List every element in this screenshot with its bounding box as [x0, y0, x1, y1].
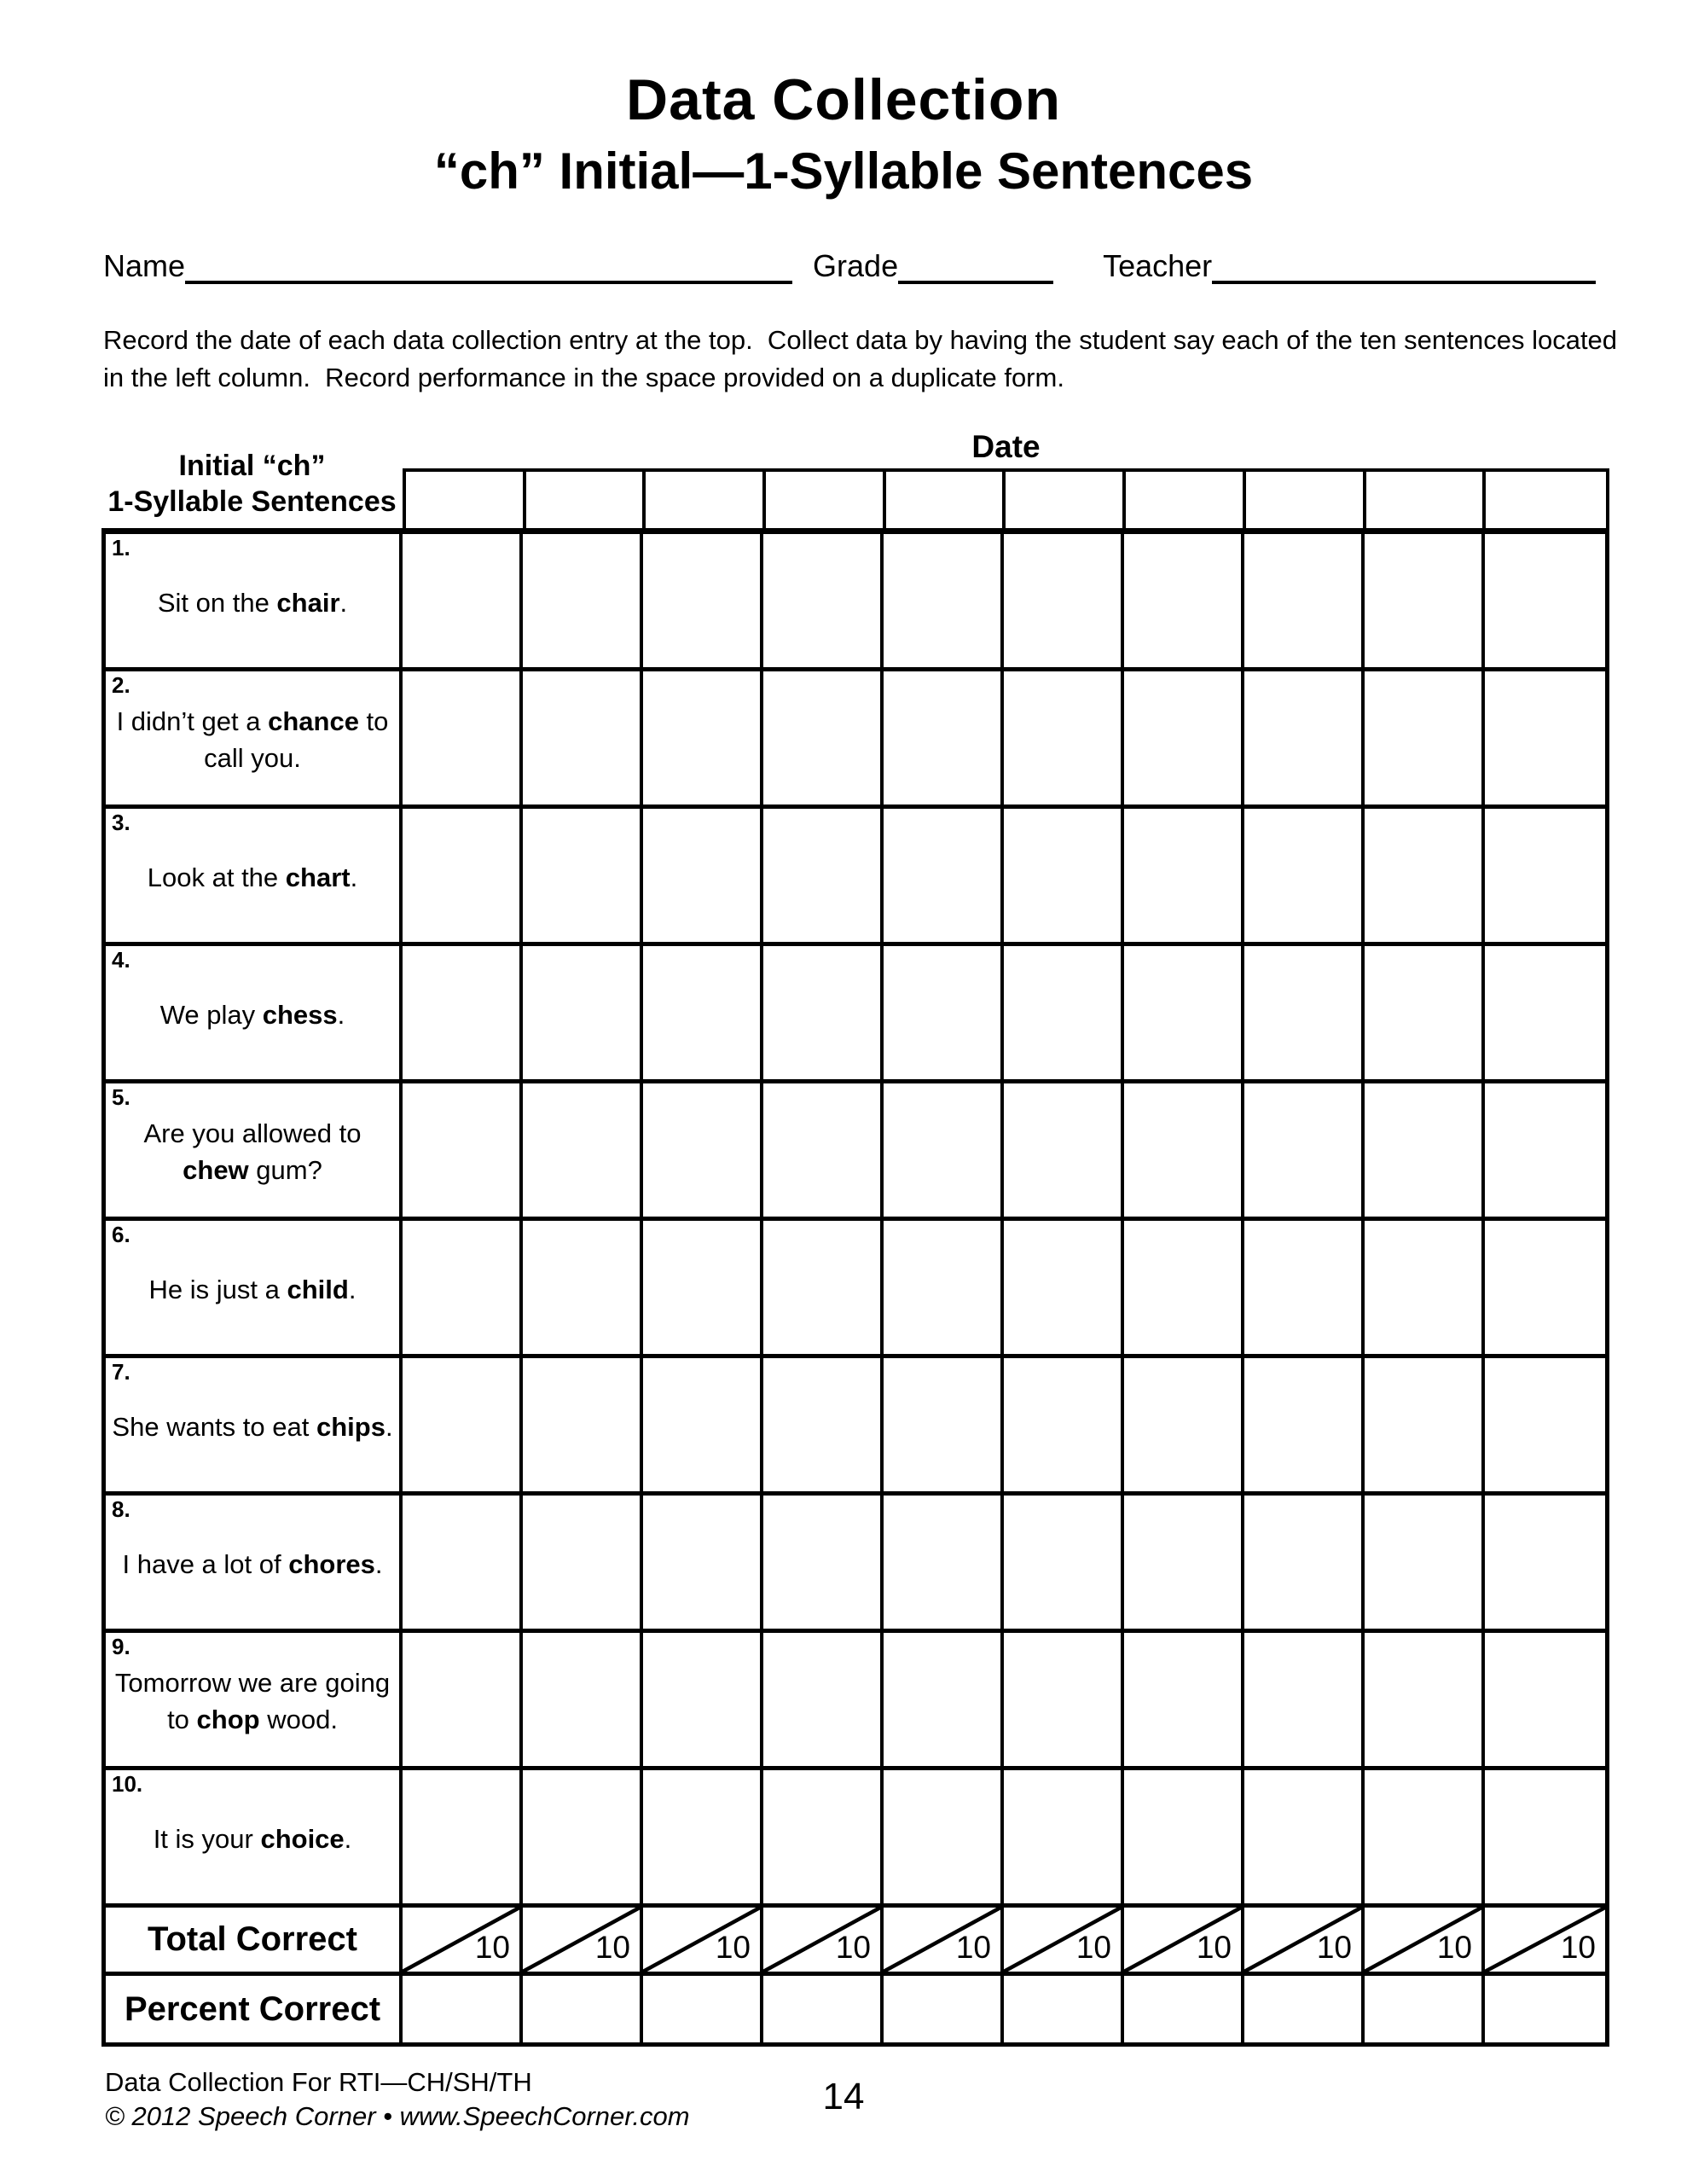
sentence-cell	[106, 1358, 403, 1496]
table-body	[101, 528, 1609, 2047]
response-cell[interactable]	[1004, 1221, 1124, 1358]
response-cell[interactable]	[1124, 671, 1244, 809]
sentence-number: 8.	[112, 1496, 130, 1523]
denominator-label: 10	[715, 1930, 751, 1966]
date-cell[interactable]	[646, 472, 766, 528]
response-cell[interactable]	[403, 534, 523, 671]
name-label: Name	[103, 248, 186, 283]
total-score-cell[interactable]	[1004, 1908, 1124, 1976]
left-header-line1: Initial “ch”	[178, 450, 326, 483]
teacher-label: Teacher	[1103, 248, 1213, 283]
response-cell[interactable]	[1124, 946, 1244, 1083]
response-cell[interactable]	[1244, 1633, 1365, 1770]
response-cell[interactable]	[1365, 1770, 1485, 1908]
response-cell[interactable]	[403, 1221, 523, 1358]
date-header-label: Date	[971, 429, 1041, 465]
denominator-label: 10	[1075, 1930, 1111, 1966]
page-number: 14	[822, 2076, 865, 2118]
sentence-cell	[106, 1633, 403, 1770]
response-cell[interactable]	[523, 671, 643, 809]
response-cell[interactable]	[1365, 1221, 1485, 1358]
response-cell[interactable]	[1124, 1770, 1244, 1908]
response-cell[interactable]	[1485, 1083, 1605, 1221]
response-cell[interactable]	[1124, 1221, 1244, 1358]
response-cell[interactable]	[1485, 1496, 1605, 1633]
response-cell[interactable]	[1244, 809, 1365, 946]
date-header-area	[403, 421, 1609, 528]
left-column-header	[101, 421, 403, 528]
response-cell[interactable]	[1244, 1221, 1365, 1358]
sentence-number: 5.	[112, 1084, 130, 1111]
response-cell[interactable]	[1365, 1496, 1485, 1633]
response-cell[interactable]	[884, 1770, 1004, 1908]
target-word: chance	[268, 706, 359, 737]
response-cell[interactable]	[523, 534, 643, 671]
date-cell[interactable]	[886, 472, 1006, 528]
response-cell[interactable]	[1124, 534, 1244, 671]
student-info-row	[103, 248, 1687, 284]
date-cell[interactable]	[766, 472, 886, 528]
percent-correct-label: Percent Correct	[106, 1976, 403, 2042]
footer-copyright: © 2012 Speech Corner • www.SpeechCorner.com	[105, 2101, 690, 2132]
percent-cell[interactable]	[403, 1976, 523, 2042]
total-score-cell[interactable]	[403, 1908, 523, 1976]
response-cell[interactable]	[1485, 1221, 1605, 1358]
response-cell[interactable]	[1485, 809, 1605, 946]
response-cell[interactable]	[1004, 1496, 1124, 1633]
response-cell[interactable]	[763, 809, 884, 946]
response-cell[interactable]	[643, 1496, 763, 1633]
sentence-cell	[106, 534, 403, 671]
target-word: chew	[183, 1155, 249, 1186]
response-cell[interactable]	[1124, 1358, 1244, 1496]
percent-cell[interactable]	[1485, 1976, 1605, 2042]
response-cell[interactable]	[884, 1496, 1004, 1633]
target-word: child	[287, 1274, 349, 1304]
total-score-cell[interactable]	[1244, 1908, 1365, 1976]
response-cell[interactable]	[884, 534, 1004, 671]
response-cell[interactable]	[643, 1221, 763, 1358]
response-cell[interactable]	[643, 1358, 763, 1496]
date-cell[interactable]	[526, 472, 646, 528]
sentence-text: Are you allowed to chew gum?	[143, 1118, 362, 1186]
percent-cell[interactable]	[763, 1976, 884, 2042]
percent-cell[interactable]	[884, 1976, 1004, 2042]
sentence-cell	[106, 1083, 403, 1221]
response-cell[interactable]	[403, 1358, 523, 1496]
response-cell[interactable]	[643, 1770, 763, 1908]
response-cell[interactable]	[1485, 534, 1605, 671]
sentence-text: It is your choice.	[153, 1823, 352, 1854]
denominator-label: 10	[594, 1930, 630, 1966]
response-cell[interactable]	[403, 671, 523, 809]
response-cell[interactable]	[1004, 671, 1124, 809]
response-cell[interactable]	[763, 1496, 884, 1633]
response-cell[interactable]	[403, 946, 523, 1083]
response-cell[interactable]	[403, 809, 523, 946]
response-cell[interactable]	[763, 671, 884, 809]
response-cell[interactable]	[763, 1083, 884, 1221]
response-cell[interactable]	[1244, 946, 1365, 1083]
response-cell[interactable]	[643, 809, 763, 946]
response-cell[interactable]	[1004, 534, 1124, 671]
response-cell[interactable]	[1365, 671, 1485, 809]
response-cell[interactable]	[1004, 1358, 1124, 1496]
total-score-cell[interactable]	[523, 1908, 643, 1976]
sentence-text: Tomorrow we are going to chop wood.	[114, 1668, 391, 1735]
response-cell[interactable]	[1124, 809, 1244, 946]
response-cell[interactable]	[1244, 1358, 1365, 1496]
sentence-text: Look at the chart.	[147, 862, 358, 892]
date-header-row	[403, 468, 1609, 528]
denominator-label: 10	[955, 1930, 991, 1966]
response-cell[interactable]	[884, 1633, 1004, 1770]
sentence-number: 1.	[112, 535, 130, 561]
total-score-cell[interactable]	[763, 1908, 884, 1976]
page-footer	[105, 2065, 1606, 2135]
percent-cell[interactable]	[523, 1976, 643, 2042]
response-cell[interactable]	[523, 1770, 643, 1908]
target-word: chess	[262, 999, 338, 1030]
response-cell[interactable]	[523, 809, 643, 946]
sentence-number: 10.	[112, 1771, 143, 1798]
response-cell[interactable]	[884, 1221, 1004, 1358]
total-score-cell[interactable]	[884, 1908, 1004, 1976]
total-score-cell[interactable]	[643, 1908, 763, 1976]
target-word: choice	[260, 1823, 345, 1854]
response-cell[interactable]	[523, 946, 643, 1083]
grade-label: Grade	[813, 248, 899, 283]
response-cell[interactable]	[1244, 1083, 1365, 1221]
denominator-label: 10	[1196, 1930, 1232, 1966]
response-cell[interactable]	[403, 1496, 523, 1633]
response-cell[interactable]	[523, 1633, 643, 1770]
sentence-number: 4.	[112, 947, 130, 973]
table-header	[101, 421, 1609, 528]
sentence-cell	[106, 1770, 403, 1908]
response-cell[interactable]	[1244, 1496, 1365, 1633]
date-cell[interactable]	[1006, 472, 1126, 528]
response-cell[interactable]	[1244, 534, 1365, 671]
response-cell[interactable]	[523, 1083, 643, 1221]
footer-series-title: Data Collection For RTI—CH/SH/TH	[105, 2067, 532, 2098]
response-cell[interactable]	[1365, 1633, 1485, 1770]
response-cell[interactable]	[1124, 1083, 1244, 1221]
response-cell[interactable]	[1365, 809, 1485, 946]
instructions-text: Record the date of each data collection entry at the top. Collect data by having the student say each of the ten sentences located in the left column. Record performance in the space provided on a duplicate form.	[103, 325, 1625, 393]
teacher-field[interactable]	[1212, 248, 1596, 284]
target-word: chores	[288, 1548, 375, 1579]
response-cell[interactable]	[1004, 1633, 1124, 1770]
response-cell[interactable]	[763, 1358, 884, 1496]
denominator-label: 10	[474, 1930, 510, 1966]
date-cell[interactable]	[1366, 472, 1487, 528]
denominator-label: 10	[835, 1930, 871, 1966]
target-word: chair	[276, 587, 340, 618]
response-cell[interactable]	[643, 946, 763, 1083]
response-cell[interactable]	[763, 1770, 884, 1908]
percent-cell[interactable]	[1365, 1976, 1485, 2042]
sentence-text: I have a lot of chores.	[122, 1548, 383, 1579]
response-cell[interactable]	[884, 1358, 1004, 1496]
date-cell[interactable]	[1126, 472, 1246, 528]
sentence-cell	[106, 946, 403, 1083]
sentence-number: 9.	[112, 1634, 130, 1660]
total-score-cell[interactable]	[1485, 1908, 1605, 1976]
response-cell[interactable]	[523, 1221, 643, 1358]
date-cell[interactable]	[1486, 472, 1606, 528]
left-header-line2: 1-Syllable Sentences	[107, 485, 397, 518]
sentence-cell	[106, 1496, 403, 1633]
total-score-cell[interactable]	[1124, 1908, 1244, 1976]
percent-cell[interactable]	[1124, 1976, 1244, 2042]
response-cell[interactable]	[643, 1083, 763, 1221]
sentence-text: I didn’t get a chance to call you.	[116, 706, 389, 774]
denominator-label: 10	[1560, 1930, 1596, 1966]
denominator-label: 10	[1436, 1930, 1472, 1966]
response-cell[interactable]	[403, 1770, 523, 1908]
response-cell[interactable]	[403, 1083, 523, 1221]
grade-field[interactable]	[898, 248, 1053, 284]
name-field[interactable]	[185, 248, 792, 284]
response-cell[interactable]	[1004, 809, 1124, 946]
response-cell[interactable]	[643, 1633, 763, 1770]
sentence-number: 2.	[112, 672, 130, 699]
total-correct-label: Total Correct	[106, 1908, 403, 1976]
response-cell[interactable]	[1485, 1358, 1605, 1496]
response-cell[interactable]	[1244, 1770, 1365, 1908]
page-subtitle: “ch” Initial—1-Syllable Sentences	[433, 142, 1254, 200]
total-score-cell[interactable]	[1365, 1908, 1485, 1976]
sentence-text: She wants to eat chips.	[112, 1411, 393, 1442]
response-cell[interactable]	[763, 1221, 884, 1358]
sentence-cell	[106, 671, 403, 809]
response-cell[interactable]	[1485, 1770, 1605, 1908]
response-cell[interactable]	[643, 671, 763, 809]
data-table	[101, 421, 1609, 2047]
date-cell[interactable]	[406, 472, 526, 528]
response-cell[interactable]	[884, 671, 1004, 809]
response-cell[interactable]	[763, 1633, 884, 1770]
response-cell[interactable]	[1485, 1633, 1605, 1770]
response-cell[interactable]	[1365, 946, 1485, 1083]
sentence-cell	[106, 809, 403, 946]
response-cell[interactable]	[1124, 1633, 1244, 1770]
response-cell[interactable]	[1485, 946, 1605, 1083]
response-cell[interactable]	[763, 534, 884, 671]
response-cell[interactable]	[1004, 946, 1124, 1083]
sentence-number: 7.	[112, 1359, 130, 1385]
response-cell[interactable]	[403, 1633, 523, 1770]
percent-cell[interactable]	[1004, 1976, 1124, 2042]
response-cell[interactable]	[1365, 1083, 1485, 1221]
response-cell[interactable]	[1244, 671, 1365, 809]
response-cell[interactable]	[1365, 1358, 1485, 1496]
target-word: chop	[196, 1705, 260, 1735]
sentence-number: 3.	[112, 810, 130, 836]
percent-cell[interactable]	[643, 1976, 763, 2042]
response-cell[interactable]	[1124, 1496, 1244, 1633]
sentence-cell	[106, 1221, 403, 1358]
page-title: Data Collection	[626, 67, 1061, 132]
response-cell[interactable]	[643, 534, 763, 671]
date-cell[interactable]	[1246, 472, 1366, 528]
response-cell[interactable]	[1365, 534, 1485, 671]
response-cell[interactable]	[523, 1358, 643, 1496]
sentence-text: We play chess.	[159, 999, 345, 1030]
response-cell[interactable]	[1004, 1770, 1124, 1908]
response-cell[interactable]	[884, 809, 1004, 946]
sentence-text: He is just a child.	[148, 1274, 357, 1304]
sentence-text: Sit on the chair.	[157, 587, 348, 618]
target-word: chart	[285, 862, 351, 892]
target-word: chips	[316, 1411, 386, 1442]
response-cell[interactable]	[1485, 671, 1605, 809]
percent-cell[interactable]	[1244, 1976, 1365, 2042]
response-cell[interactable]	[523, 1496, 643, 1633]
denominator-label: 10	[1316, 1930, 1352, 1966]
response-cell[interactable]	[763, 946, 884, 1083]
response-cell[interactable]	[884, 1083, 1004, 1221]
response-cell[interactable]	[1004, 1083, 1124, 1221]
response-cell[interactable]	[884, 946, 1004, 1083]
sentence-number: 6.	[112, 1222, 130, 1248]
